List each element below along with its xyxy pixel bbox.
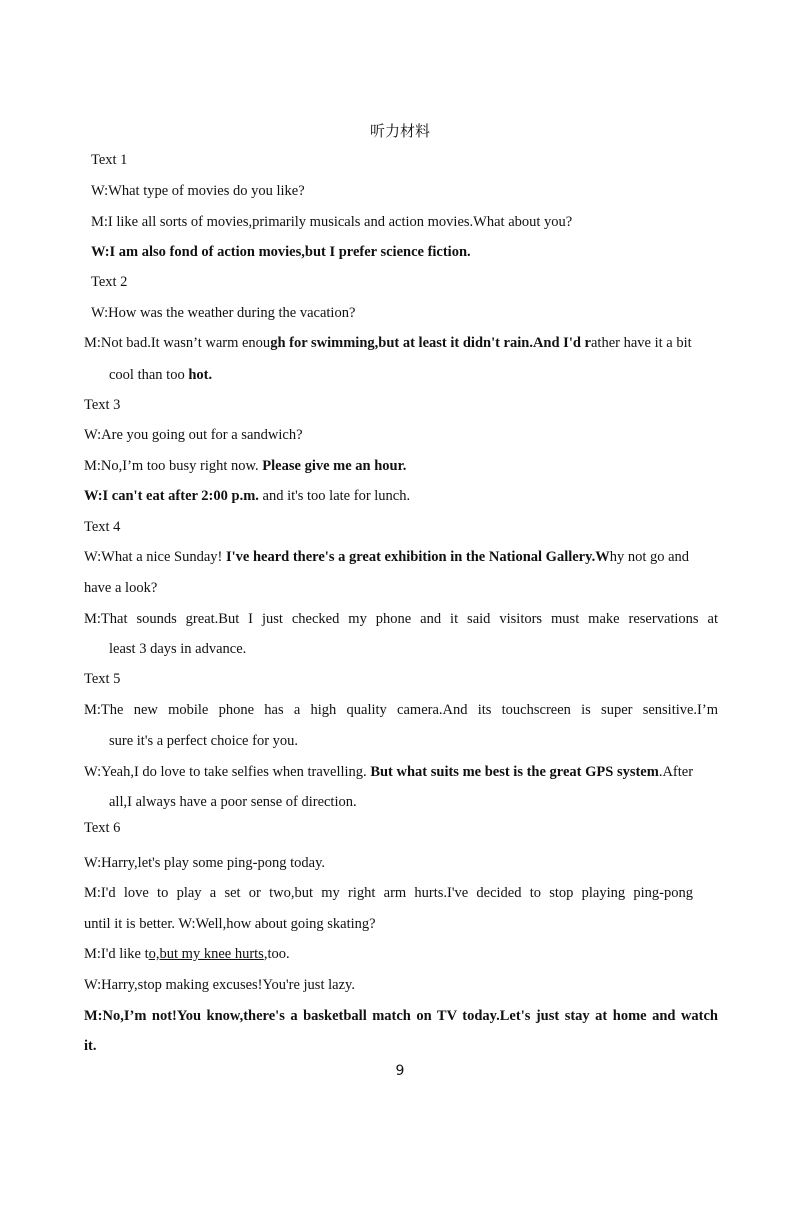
bold-span: Please give me an hour. [262,458,407,474]
bold-span: it. [84,1038,97,1054]
text-span: M:I'd like t [84,946,149,962]
text4-line1 [84,548,689,566]
underlined-span: o,but my knee hurts [148,946,264,962]
text6-line3: until it is better. W:Well,how about going skating? [84,916,376,932]
text1-heading: Text 1 [91,152,128,168]
text-span: hy not go and [609,549,690,565]
text-span: .After [658,764,694,780]
bold-span: I've heard there's a great exhibition in the National Gallery.W [226,549,610,565]
text3-line1: W:Are you going out for a sandwich? [84,427,303,443]
text6-line2: M:I'd love to play a set or two,but my right arm hurts.I've decided to stop playing ping-pong [84,885,693,901]
page-title: 听力材料 [369,122,430,140]
text2-line3 [109,366,212,384]
text-span: ,too. [263,946,290,962]
text-span: cool than too [109,367,189,383]
text4-line4: least 3 days in advance. [109,641,247,657]
text-span: and it's too late for lunch. [258,488,411,504]
text-span: W:What a nice Sunday! [84,549,226,565]
text4-line3: M:That sounds great.But I just checked my phone and it said visitors must make reservations at [84,611,718,627]
text6-line4 [84,945,290,963]
text5-line4: all,I always have a poor sense of direction. [109,794,357,810]
bold-span: M:No,I’m not!You know,there's a basketball match on TV today.Let's just stay at home and watch [84,1008,718,1024]
text5-line2: sure it's a perfect choice for you. [109,733,299,749]
text5-line1: M:The new mobile phone has a high quality camera.And its touchscreen is super sensitive.I’m [84,702,718,718]
text6-line5: W:Harry,stop making excuses!You're just lazy. [84,977,355,993]
text-span: M:Not bad.It wasn’t warm enou [84,335,271,351]
page-number: 9 [395,1063,405,1079]
bold-span: W:I can't eat after 2:00 p.m. [84,488,259,504]
text3-line3 [84,487,410,505]
text-span: W:Yeah,I do love to take selfies when travelling. [84,764,371,780]
text5-heading: Text 5 [84,671,121,687]
text3-line2 [84,457,406,475]
text2-heading: Text 2 [91,274,128,290]
text1-line1: W:What type of movies do you like? [91,183,305,199]
bold-span: W:I am also fond of action movies,but I prefer science fiction. [91,244,471,260]
text4-line2: have a look? [84,580,158,596]
text3-heading: Text 3 [84,397,121,413]
bold-span: But what suits me best is the great GPS system [370,764,659,780]
bold-span: gh for swimming,but at least it didn't rain.And I'd r [270,335,591,351]
text5-line3 [84,763,693,781]
text6-line1: W:Harry,let's play some ping-pong today. [84,855,325,871]
text-span: M:No,I’m too busy right now. [84,458,263,474]
bold-span: hot. [188,367,213,383]
text6-line7 [84,1037,96,1055]
text2-line1: W:How was the weather during the vacation? [91,305,356,321]
text1-line3 [91,243,471,261]
text-span: ather have it a bit [590,335,692,351]
text6-line6 [84,1007,718,1025]
text1-line2: M:I like all sorts of movies,primarily musicals and action movies.What about you? [91,214,573,230]
text2-line2 [84,334,692,352]
text4-heading: Text 4 [84,519,121,535]
text6-heading: Text 6 [84,820,121,836]
